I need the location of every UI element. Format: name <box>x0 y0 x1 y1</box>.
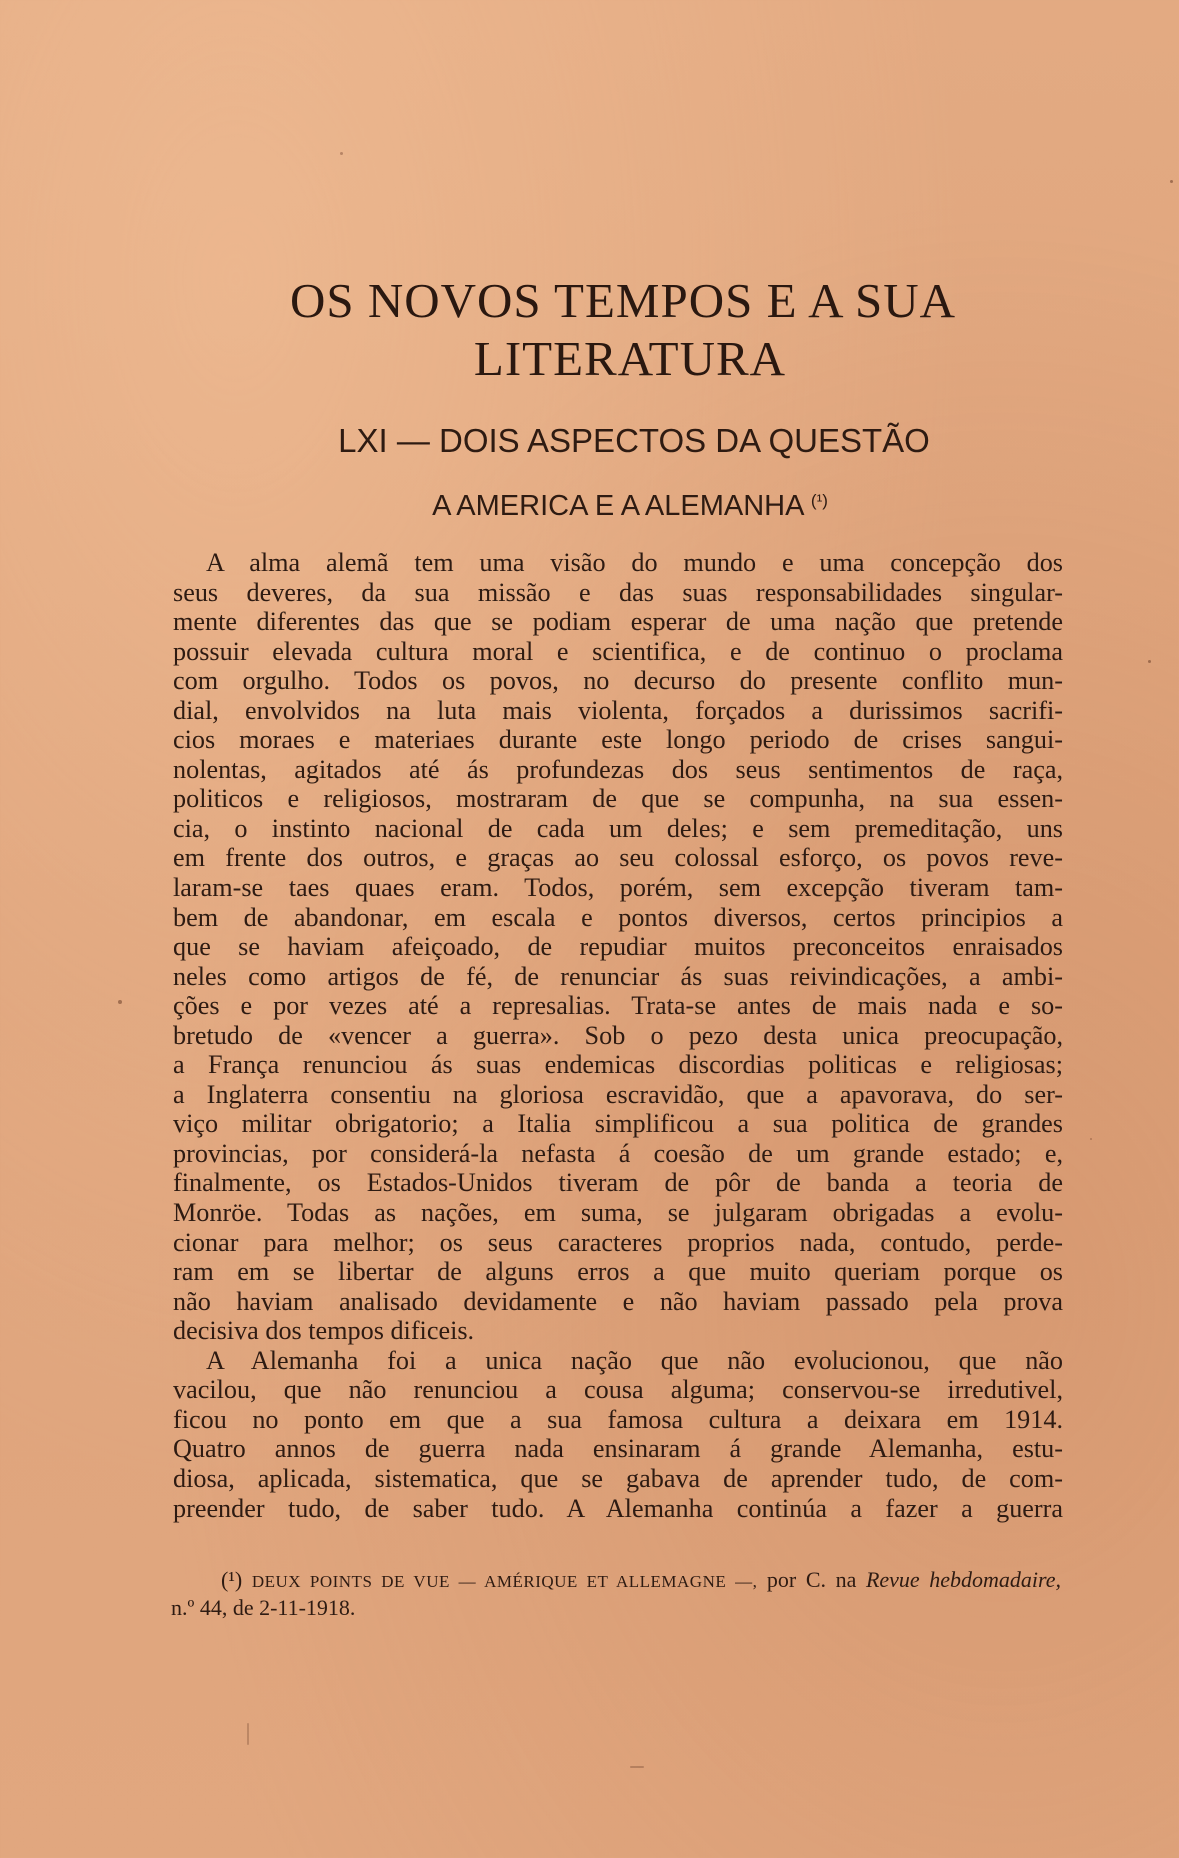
text-line: ficou no ponto em que a sua famosa cultura a deixara em 1914. <box>173 1404 1063 1434</box>
text-line: Quatro annos de guerra nada ensinaram á grande Alemanha, estu- <box>173 1434 1063 1464</box>
paper-speck <box>630 1766 644 1768</box>
text-line: mente diferentes das que se podiam esperar de uma nação que pretende <box>173 607 1063 637</box>
footnote-journal: Revue hebdomadaire, <box>865 1567 1062 1592</box>
footnote-line-2 <box>171 1595 1061 1621</box>
text-line: preender tudo, de saber tudo. A Alemanha continúa a fazer a guerra <box>173 1493 1063 1523</box>
text-line: bretudo de «vencer a guerra». Sob o pezo desta unica preocupação, <box>173 1020 1063 1050</box>
text-line: vacilou, que não renunciou a cousa alguma; conservou-se irredutivel, <box>173 1375 1063 1405</box>
text-line: ções e por vezes até a represalias. Trata-se antes de mais nada e so- <box>173 991 1063 1021</box>
text-line: diosa, aplicada, sistematica, que se gabava de aprender tudo, de com- <box>173 1463 1063 1493</box>
text-line: politicos e religiosos, mostraram de que se compunha, na sua essen- <box>173 784 1063 814</box>
text-line: finalmente, os Estados-Unidos tiveram de pôr de banda a teoria de <box>173 1168 1063 1198</box>
text-line: neles como artigos de fé, de renunciar ás suas reivindicações, a ambi- <box>173 961 1063 991</box>
text-line: cionar para melhor; os seus caracteres proprios nada, contudo, perde- <box>173 1227 1063 1257</box>
footnote-author: por C. na <box>766 1567 857 1592</box>
text-line: ram em se libertar de alguns erros a que muito queriam porque os <box>173 1257 1063 1287</box>
footnote-line-1 <box>171 1567 1061 1595</box>
text-line: possuir elevada cultura moral e scientifica, e de continuo o proclama <box>173 636 1063 666</box>
text-line: provincias, por considerá-la nefasta á coesão de um grande estado; e, <box>173 1138 1063 1168</box>
text-line: Monröe. Todas as nações, em suma, se julgaram obrigadas a evolu- <box>173 1198 1063 1228</box>
text-line: cios moraes e materiaes durante este longo periodo de crises sangui- <box>173 725 1063 755</box>
text-line: decisiva dos tempos dificeis. <box>173 1316 475 1346</box>
text-line: dial, envolvidos na luta mais violenta, forçados a durissimos sacrifi- <box>173 695 1063 725</box>
footnote <box>171 1567 1061 1621</box>
text-line: com orgulho. Todos os povos, no decurso do presente conflito mun- <box>173 666 1063 696</box>
body-text <box>173 548 1063 1523</box>
footnote-reference: (¹) <box>810 491 828 510</box>
footnote-marker: (¹) <box>221 1567 243 1592</box>
title-line-1: OS NOVOS TEMPOS E A SUA <box>290 273 957 328</box>
text-line: viço militar obrigatorio; a Italia simplificou a sua politica de grandes <box>173 1109 1063 1139</box>
text-line: a França renunciou ás suas endemicas discordias politicas e religiosas; <box>173 1050 1063 1080</box>
text-line: em frente dos outros, e graças ao seu colossal esforço, os povos reve- <box>173 843 1063 873</box>
paper-speck <box>247 1723 249 1745</box>
footnote-issue: n.º 44, de 2-11-1918. <box>171 1595 356 1620</box>
text-line: que se haviam afeiçoado, de repudiar muitos preconceitos enraisados <box>173 932 1063 962</box>
text-line: cia, o instinto nacional de cada um deles; e sem premeditação, uns <box>173 813 1063 843</box>
text-line: laram-se taes quaes eram. Todos, porém, sem excepção tiveram tam- <box>173 873 1063 903</box>
subtitle-text: A AMERICA E A ALEMANHA <box>432 490 803 522</box>
chapter-subtitle <box>0 490 1179 523</box>
text-line: não haviam analisado devidamente e não haviam passado pela prova <box>173 1286 1063 1316</box>
title-line-2: LITERATURA <box>473 331 787 386</box>
paper-speck <box>1090 1138 1092 1140</box>
footnote-source: DEUX POINTS DE VUE — AMÉRIQUE ET ALLEMAGNE —, <box>251 1572 758 1591</box>
text-line: nolentas, agitados até ás profundezas dos seus sentimentos de raça, <box>173 754 1063 784</box>
text-line: A Alemanha foi a unica nação que não evolucionou, que não <box>206 1345 1063 1375</box>
paper-speck <box>340 152 343 155</box>
text-line: A alma alemã tem uma visão do mundo e uma concepção dos <box>206 548 1063 577</box>
text-line: seus deveres, da sua missão e das suas responsabilidades singular- <box>173 577 1063 607</box>
paper-speck <box>1148 660 1151 663</box>
section-heading: LXI — DOIS ASPECTOS DA QUESTÃO <box>338 422 930 459</box>
paper-speck <box>1170 180 1173 183</box>
text-line: bem de abandonar, em escala e pontos diversos, certos principios a <box>173 902 1063 932</box>
paper-speck <box>118 1000 122 1004</box>
text-line: a Inglaterra consentiu na gloriosa escravidão, que a apavorava, do ser- <box>173 1079 1063 1109</box>
